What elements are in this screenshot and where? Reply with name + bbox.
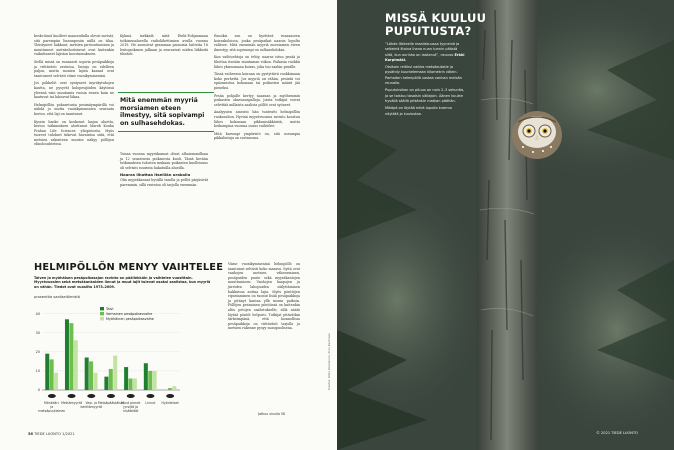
bar-3-3 (93, 373, 97, 390)
sidebar-title-line-2: PUPUTUSTA? (385, 24, 472, 38)
bar-5-1 (124, 367, 128, 390)
legend-swatch (100, 307, 104, 310)
paragraph: Emoiksi sen on kyettävä runsaaseen koiraskoloissa, jonka pesäpaikat naaras lopulta valitsee. Mitä enemmän myyriä morsiamen eteen ilmestyy, sitä sopivampi on sulhasehdokas. (214, 34, 300, 52)
sidebar-paragraph (385, 42, 465, 63)
sidebar-title-line-1: MISSÄ KUULUU (385, 11, 487, 25)
sidebar-text (385, 42, 465, 119)
bar-4-1 (104, 377, 108, 390)
legend-swatch (100, 317, 104, 320)
paragraph: Toisaa vuonna myyräkannat olivat alhaisimmillaan ja 12 seuratusta poikasesta kuoli. Tämä kevään tutkimuksen tulosten mukaan poikasten kuolleisuus oli selvästi suurinta hakatuilla alueilla. (120, 152, 208, 170)
animal-silhouette-icon (107, 394, 115, 398)
paragraph: Tässä vaiheessa koiraan on pystyttävä ruokkimaan koko perhettä. Jos myyriä on vähän, pesintä voi epäonnistua kokonaan tai poikasten määrä jää pieneksi. (214, 72, 300, 90)
animal-silhouettes (48, 394, 174, 398)
paragraph: Kysein hanke on koskenut laajaa aluetta, kertoo tutkimuksen aloittanut Marek Kouba Prahan Life Sciences -yliopistosta. Myös tuoreet tulokset tukevat havaintoa siitä, että metsien rakenteen muutos näkyy pöllöjen elinolosuhteissa. (34, 119, 114, 147)
chart-title: HELMIPÖLLÖN MENYY VAIHTELEE (34, 262, 224, 273)
paragraph: Siellä missä on runsaasti sopivia pesäpaikkoja ja riittävästi ravintoa, lintuja on edelleen paljon, mutta monien lajien kannat ovat taantuneet selvästi viime vuosikymmeninä. (34, 59, 114, 78)
chart-ylabel: prosenttia saaliseläimistä (34, 295, 80, 299)
legend-label: Talvi (106, 307, 114, 311)
x-tick-label: Mönkkäri-ja metsäpuutiainen (38, 401, 66, 413)
continue-note: Jatkuu sivulla 58 (258, 412, 286, 416)
paragraph: Helmipöllön pokasetusta pesimäympärillä voi nähdä jo mutta vuosikymmenien seuranta kertoo, että laji on taantunut. (34, 102, 114, 116)
y-tick-label: 10 (35, 369, 40, 374)
bar-2-3 (74, 340, 78, 390)
legend-swatch (100, 312, 104, 315)
animal-silhouette-icon (166, 394, 174, 398)
paragraph: Mitä karumpi ympäristö on, sitä useampia pikkulintuja on ravinnossa. (214, 131, 300, 141)
sidebar-expert-name: Erkki Korpimäki. (385, 52, 465, 62)
x-tick-label: Linnut (145, 401, 156, 405)
article-column-2 (120, 34, 208, 60)
paragraph: Viime vuosikymmeninä helmipöllö on taantunut selvästi koko maassa. Syitä ovat vanhojen metsien väheneminen, pesäpuiden puute sekä myyräkantojen muuttuminen. Vanhojen haapojen ja järeiden lahopuiden säilyttäminen hakkuissa auttaa lajia. Myös pönttöjen ripustaminen on tuonut lisää pesäpaikkoja ja pitänyt kantaa yllä monin paikoin. Pöllöjen pesiminen pöntöissä on kuitenkin altis petojen saalistukselle, sillä näätä löytää pöntöt helposti. Tutkijat pitävätkin tärkeimpänä, että luonnollisia pesäpaikkoja on riittävästi tarjolla ja metsien rakenne pysyy monipuolisena. (228, 262, 300, 331)
issue-number: 1/2021 (62, 432, 75, 436)
sidebar-quote: ”Lähde liikkeelle maaliskuussa tyyneinä ja selkeinä iltoina ihana nuan tunnin päästä siitä, kun aurinko on laskenut”, neuvoo (385, 42, 460, 57)
animal-silhouette-icon (146, 394, 154, 398)
magazine-name: TIEDE LUONTO (34, 432, 61, 436)
paragraph: Olin myyräkannat hyvällä tasolla ja pöllöt pärjäsivät paremmin, sillä ravintoa oli tarjolla enemmän. (120, 177, 208, 187)
article-column-4 (228, 262, 300, 334)
paragraph: Jos pökkelöt ovat syntyneet myrskytuhojen kautta, ne pysyvät kolopesijöiden käytössä yleensä vain muutamia vuosia ennen kuin ne kaatuvat tai lahoavat liikaa. (34, 81, 114, 100)
x-tick-label: Muut pienet jyrsijät ja nisäkkäät (121, 401, 141, 413)
bar-7-3 (172, 386, 176, 390)
chart-intro: Talven ja myöhäisen pesäpoikasajan ravinto on päällekkäin ja vaihtelee vuosittain. Myyrävuosien sekä metsäkankaiden linnut ja muut lajit tulevat osaksi saalistaa, kun myyriä on vähän. Tiedot ovat vuosilta 1973–2009. (34, 276, 211, 289)
bar-1-1 (45, 354, 49, 390)
bar-2-1 (65, 319, 69, 390)
bar-6-1 (144, 363, 148, 390)
animal-silhouette-icon (87, 394, 95, 398)
bar-5-2 (129, 379, 133, 390)
y-tick-label: 30 (35, 330, 40, 335)
sidebar-paragraph: Otsikoin reitiksi vaikka metsäautotie ja pysähdy kuuntelemaan kilometrin välein. Parhaiten helmipöllö vastaa vanhan metsän reunalla. (385, 65, 463, 86)
x-tick-label: Metsäpäästäiset (97, 401, 125, 405)
pull-quote: Mitä enemmän myyriä morsiamen eteen ilmestyy, sitä sopivampi on sulhasehdokas. (118, 92, 214, 132)
diet-bar-chart (30, 290, 225, 425)
sidebar-paragraph: Mikäpä on löytää mikä lopulta kumma näyttää ja kuulostaa. (385, 106, 452, 116)
bar-1-3 (54, 373, 58, 390)
paragraph: Analyysien aineisto hän tunteutti helmipöllön ruokavalion. Hyvinä myyrävuosina ravinto koostuu lähes kokonaan pikkunisäkkäistä, mutta heikompina vuosina osuus vaihtelee. (214, 110, 300, 129)
paragraph: keski-iässä kuolleet maaseudulla olevat metsät, sitä parempiin linnunpesiin niillä on tilaa. Yleistyneet hakkuut, metsien pirstoutuminen ja muuttuneet metsänhoitotavat ovat kuitenkin vaikuttaneet lajiston koostumukseen. (34, 34, 114, 57)
chart-legend (100, 307, 154, 321)
bar-3-1 (85, 358, 89, 390)
bar-5-3 (133, 379, 137, 390)
x-axis-labels (38, 401, 179, 413)
section-subhead: Naaras lihottaa itselliän urakalla (120, 172, 191, 178)
bars-group (45, 319, 176, 390)
bar-4-3 (113, 356, 117, 390)
bar-6-2 (148, 371, 152, 390)
bar-2-2 (69, 323, 73, 390)
article-column-2b (120, 152, 208, 190)
article-column-1 (34, 34, 114, 150)
sidebar-paragraph: Puputuksikon on pituus on noin 2–3 sekuntia, ja se toistuu tasaisin väliajoin. Äänen kuulee hyvällä säällä pitkänkin matkan päähän. (385, 88, 465, 103)
paragraph: Pesän pohjalle kertyy naaraan ja myöhemmin poikasten oksennuspalloja, joista tutkijat voivat selvittää millaista saalista pöllöt ovat syöneet. (214, 93, 300, 107)
paragraph: Kyhmä tarkkaili niitä Etelä-Pohjanmaan tutkimusalueella radiolähettimien avulla vuonna 2019. He asensivat gramman painoisia laitteita 18 lentopoikasen jalkaan ja seurasivat niiden liikkeitä tiheästi. (120, 34, 208, 57)
bar-3-2 (89, 361, 93, 390)
bar-6-3 (153, 371, 157, 390)
photo-credit: Kuvitus: Risto Ronkainen; Arvo Kantonen (327, 332, 331, 390)
legend-label: Varhainen pesäpoikasvaihe (106, 312, 153, 316)
y-tick-label: 20 (35, 349, 40, 354)
y-tick-label: 0 (37, 388, 40, 393)
animal-silhouette-icon (127, 394, 135, 398)
legend-label: Myöhäinen pesäpoikasvaihe (106, 317, 154, 321)
right-folio: © 2021 TIEDE LUONTO (596, 431, 638, 435)
x-tick-label: Metsämyyrät (61, 401, 83, 405)
bar-7-2 (168, 388, 172, 390)
bar-4-2 (109, 369, 113, 390)
page-folio (28, 432, 75, 436)
article-column-3 (214, 34, 300, 144)
animal-silhouette-icon (48, 394, 56, 398)
sidebar-title (385, 12, 486, 38)
x-tick-label: Hyönteiset (161, 401, 179, 405)
bar-1-2 (50, 359, 54, 390)
y-tick-label: 40 (35, 311, 40, 316)
x-tick-label: Vesi- ja kenttämyyrät (80, 401, 103, 409)
paragraph: Kun vaihtoehtoja on tehty, naaras istuu pesää ja lihottaa itseään muutaman viikon. Poikasia ruokkii lähes yksinomaan koiras, joka tuo saaliin pesälle. (214, 55, 300, 69)
animal-silhouette-icon (68, 394, 76, 398)
page-number: 56 (28, 432, 34, 436)
